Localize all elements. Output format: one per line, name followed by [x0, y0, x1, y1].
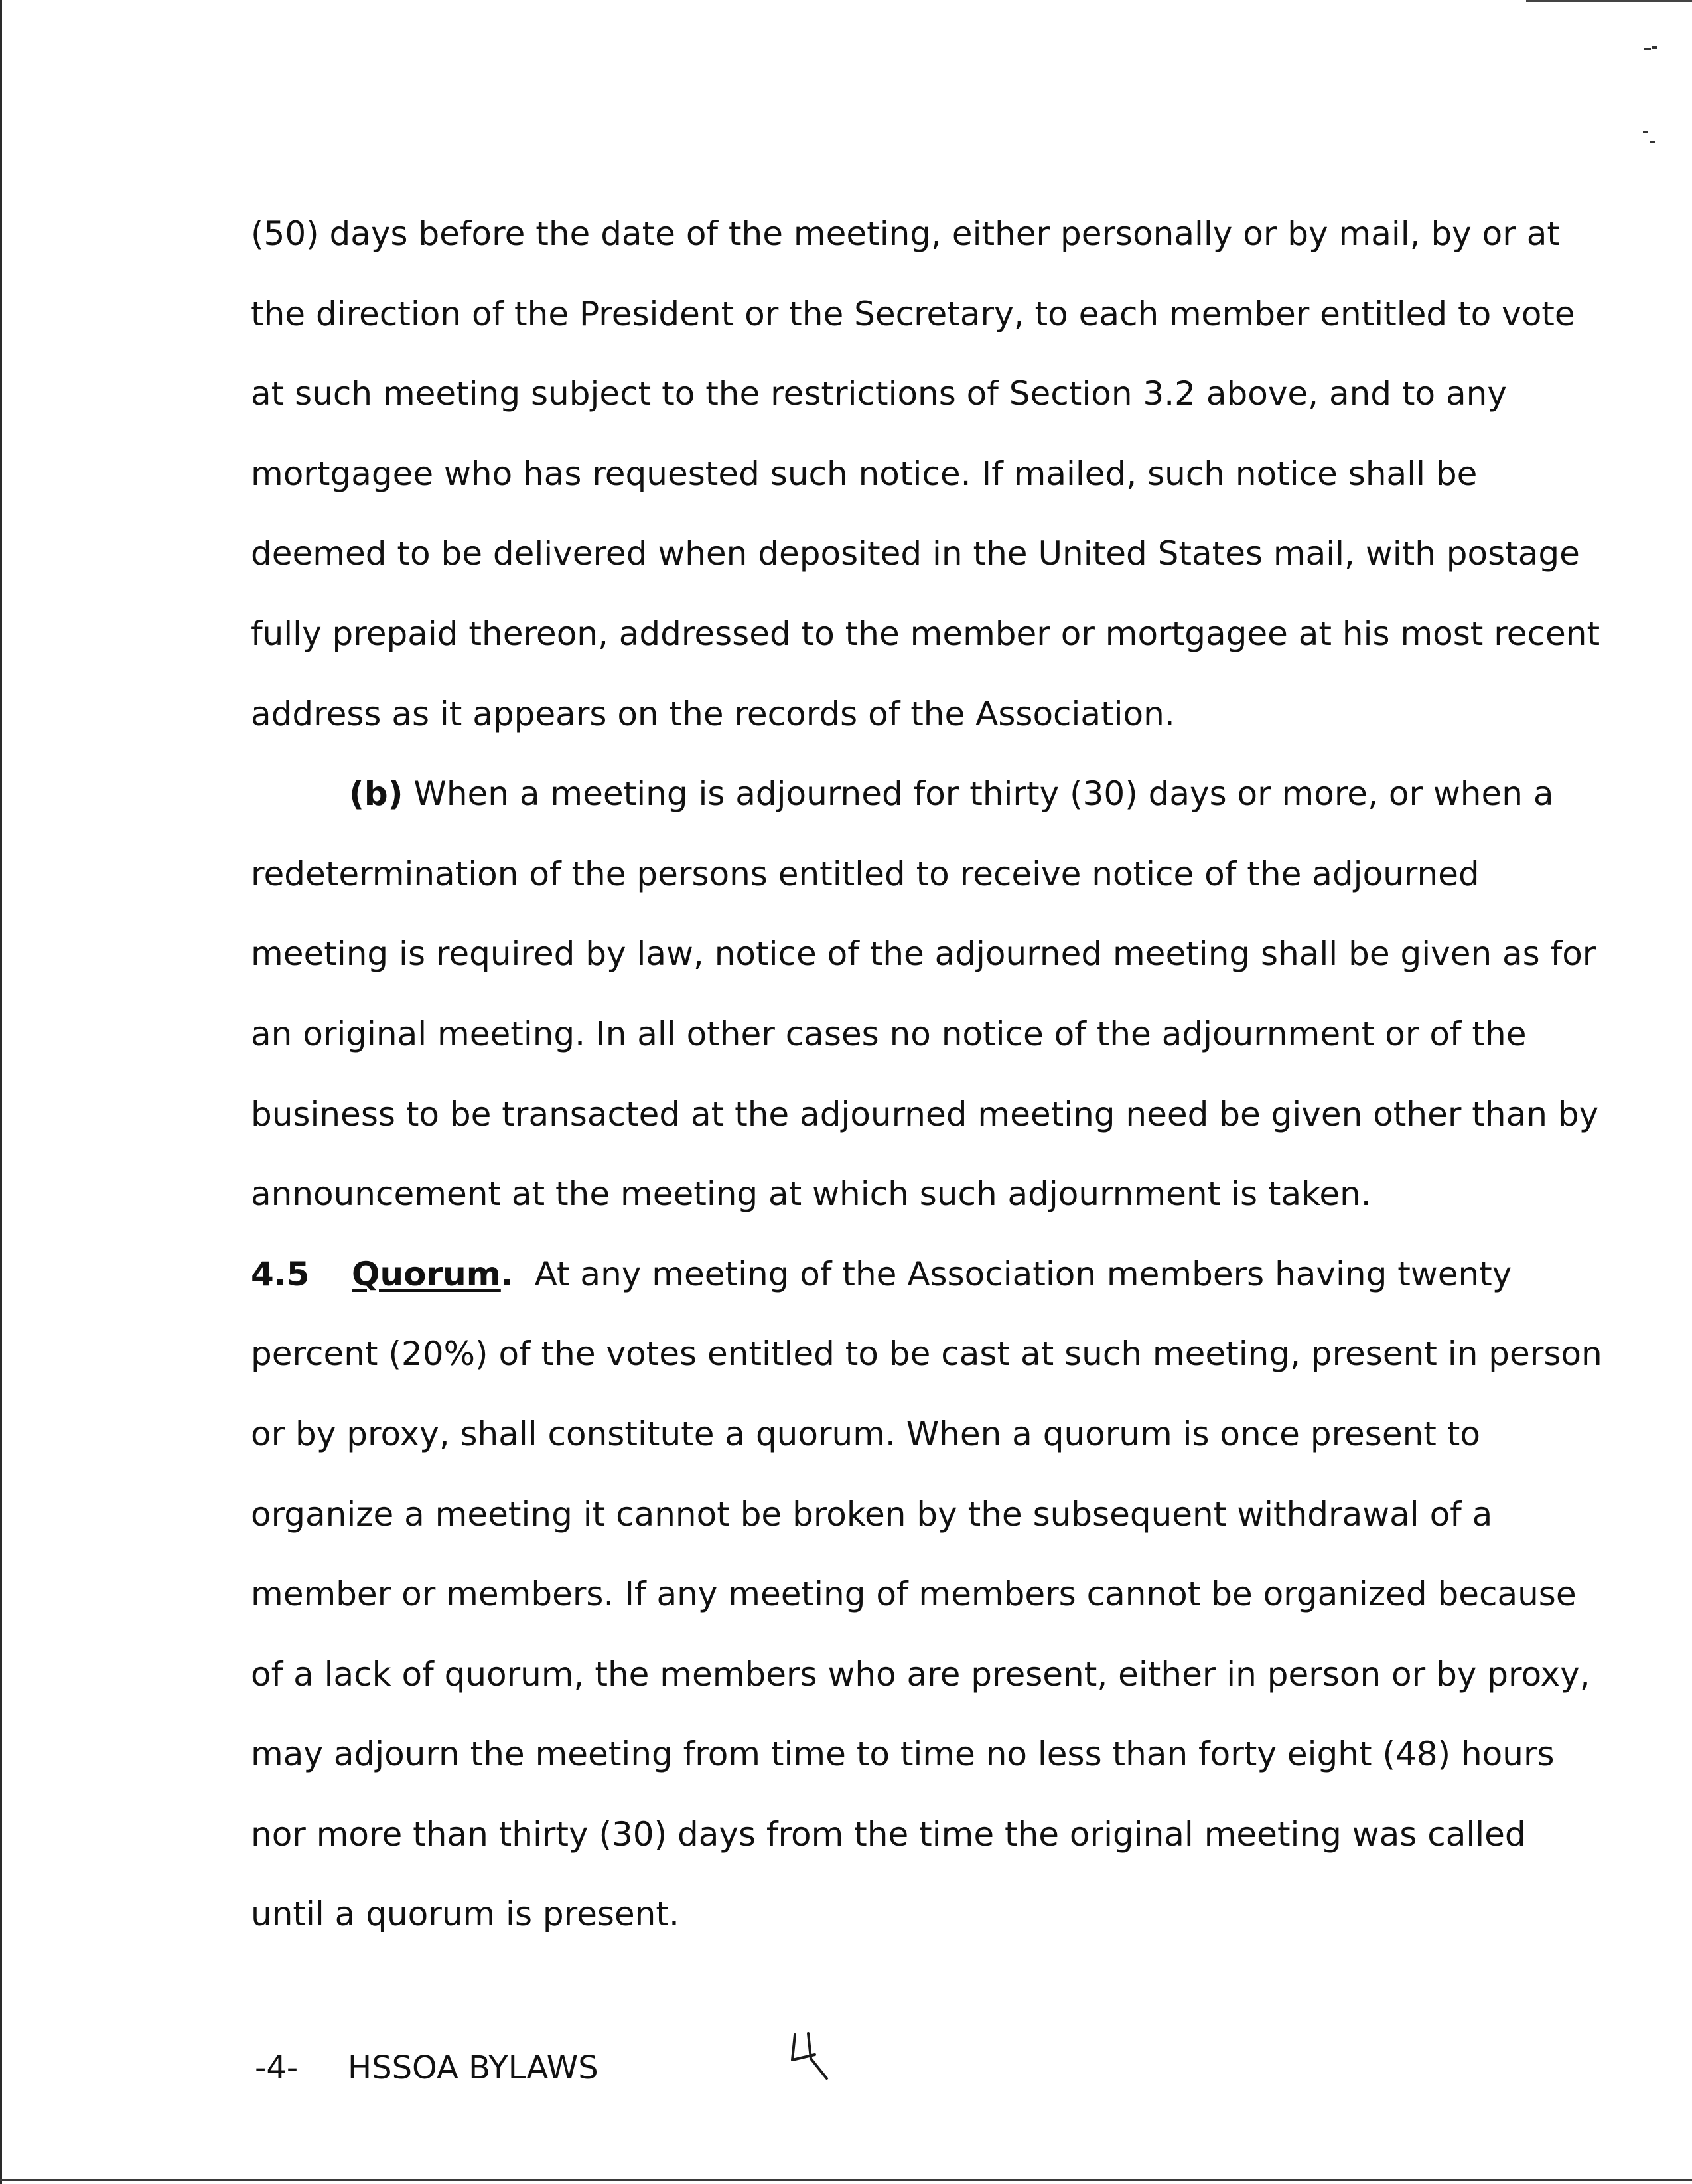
- body-line: or by proxy, shall constitute a quorum. When a quorum is once present to: [251, 1414, 1480, 1453]
- body-line: at such meeting subject to the restrictions of Section 3.2 above, and to any: [251, 374, 1507, 413]
- section-4-5-first-line: [251, 1234, 1512, 1315]
- handwritten-page-mark: [788, 2029, 835, 2085]
- scan-edge-bottom: [0, 2179, 1692, 2181]
- scan-speck: [1643, 131, 1648, 133]
- body-line: address as it appears on the records of the Association.: [251, 694, 1175, 733]
- body-line: redetermination of the persons entitled to receive notice of the adjourned: [251, 854, 1480, 893]
- body-line: member or members. If any meeting of members cannot be organized because: [251, 1575, 1577, 1614]
- body-line: organize a meeting it cannot be broken by the subsequent withdrawal of a: [251, 1494, 1493, 1534]
- page-number: -4-: [255, 2049, 299, 2086]
- scan-speck: [1652, 46, 1657, 49]
- handwritten-four-icon: [788, 2029, 835, 2082]
- page-footer: [255, 2049, 599, 2086]
- section-heading: Quorum: [352, 1254, 501, 1293]
- scan-edge-left: [0, 0, 2, 2184]
- body-line: (50) days before the date of the meeting, either personally or by mail, by or at: [251, 214, 1560, 253]
- paragraph-b-first-line: [251, 754, 1554, 834]
- body-line: the direction of the President or the Secretary, to each member entitled to vote: [251, 294, 1575, 333]
- body-line: of a lack of quorum, the members who are present, either in person or by proxy,: [251, 1654, 1590, 1694]
- section-text: At any meeting of the Association members having twenty: [513, 1254, 1512, 1293]
- body-line: announcement at the meeting at which such adjournment is taken.: [251, 1175, 1372, 1214]
- body-line: an original meeting. In all other cases no notice of the adjournment or of the: [251, 1014, 1527, 1053]
- body-line: nor more than thirty (30) days from the time the original meeting was called: [251, 1814, 1526, 1854]
- scan-speck: [1650, 141, 1655, 143]
- section-number: 4.5: [251, 1254, 310, 1293]
- body-line: fully prepaid thereon, addressed to the member or mortgagee at his most recent: [251, 614, 1600, 653]
- body-line: business to be transacted at the adjourned meeting need be given other than by: [251, 1094, 1599, 1133]
- paragraph-b-label: (b): [349, 774, 403, 814]
- section-heading-punct: .: [500, 1254, 514, 1293]
- scan-edge-top: [1526, 0, 1692, 2]
- footer-title: HSSOA BYLAWS: [348, 2049, 599, 2086]
- document-body: [251, 194, 1602, 1954]
- scan-speck: [1644, 48, 1651, 50]
- body-line: may adjourn the meeting from time to time no less than forty eight (48) hours: [251, 1735, 1555, 1774]
- body-line: meeting is required by law, notice of the adjourned meeting shall be given as for: [251, 934, 1596, 974]
- body-line: mortgagee who has requested such notice. If mailed, such notice shall be: [251, 454, 1478, 493]
- body-line: until a quorum is present.: [251, 1895, 679, 1934]
- body-line: deemed to be delivered when deposited in the United States mail, with postage: [251, 534, 1580, 573]
- body-line: percent (20%) of the votes entitled to be cast at such meeting, present in person: [251, 1335, 1602, 1374]
- paragraph-b-text: When a meeting is adjourned for thirty (30) days or more, or when a: [403, 774, 1554, 814]
